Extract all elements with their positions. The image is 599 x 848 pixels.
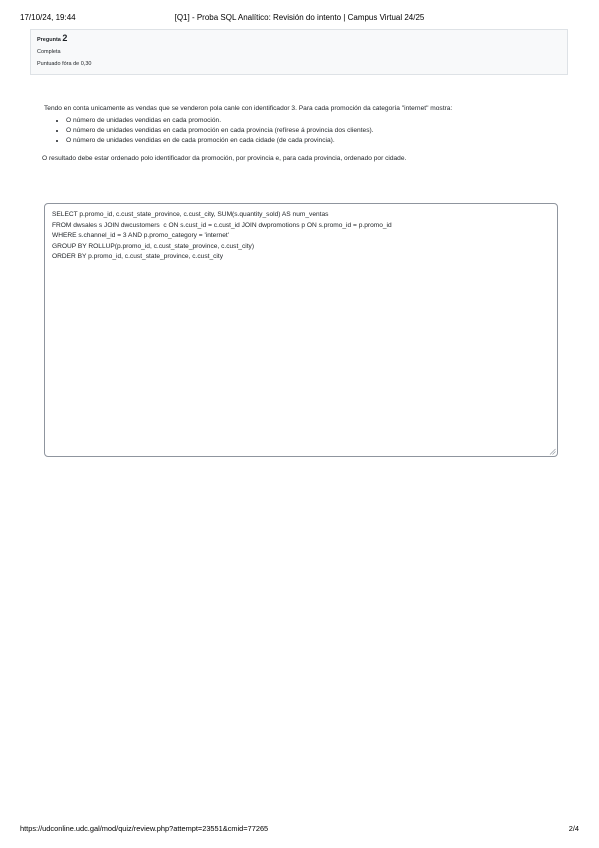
question-intro: Tendo en conta unicamente as vendas que se venderon pola canle con identificador 3. Para cada promoción da categoría "internet" mostra: — [44, 105, 453, 112]
question-info-box — [30, 29, 568, 75]
answer-line: WHERE s.channel_id = 3 AND p.promo_category = 'internet' — [52, 232, 229, 239]
question-label — [37, 34, 561, 45]
question-number: 2 — [62, 33, 68, 43]
question-bullet-list — [44, 116, 572, 146]
print-page-number: 2/4 — [568, 824, 579, 833]
question-bullet: • O número de unidades vendidas en cada promoción en cada provincia (refírese á provincia dos clientes). — [66, 126, 572, 136]
question-text — [44, 104, 572, 163]
print-url: https://udconline.udc.gal/mod/quiz/review.php?attempt=23551&cmid=77265 — [20, 824, 269, 833]
answer-line: SELECT p.promo_id, c.cust_state_province, c.cust_city, SUM(s.quantity_sold) AS num_ventas — [52, 211, 329, 218]
resize-grip-icon[interactable] — [549, 448, 556, 455]
print-page-title: [Q1] - Proba SQL Analítico: Revisión do intento | Campus Virtual 24/25 — [174, 13, 425, 22]
question-grade: Puntuado fóra de 0,30 — [37, 61, 92, 67]
question-order-note: O resultado debe estar ordenado polo identificador da promoción, por provincia e, para cada provincia, ordenado por cidade. — [42, 155, 407, 162]
print-datetime: 17/10/24, 19:44 — [20, 13, 76, 22]
question-bullet: • O número de unidades vendidas en cada promoción. — [66, 116, 572, 126]
print-header — [20, 12, 579, 24]
answer-line: GROUP BY ROLLUP(p.promo_id, c.cust_state_province, c.cust_city) — [52, 242, 255, 250]
answer-textarea[interactable] — [44, 203, 558, 457]
question-label-prefix: Pregunta — [37, 37, 61, 43]
question-bullet: • O número de unidades vendidas en de cada promoción en cada cidade (de cada provincia). — [66, 136, 572, 146]
answer-line: ORDER BY p.promo_id, c.cust_state_province, c.cust_city — [52, 253, 224, 260]
answer-line: FROM dwsales s JOIN dwcustomers c ON s.cust_id = c.cust_id JOIN dwpromotions p ON s.promo_id = p.promo_id — [52, 221, 392, 229]
question-state: Completa — [37, 49, 61, 55]
